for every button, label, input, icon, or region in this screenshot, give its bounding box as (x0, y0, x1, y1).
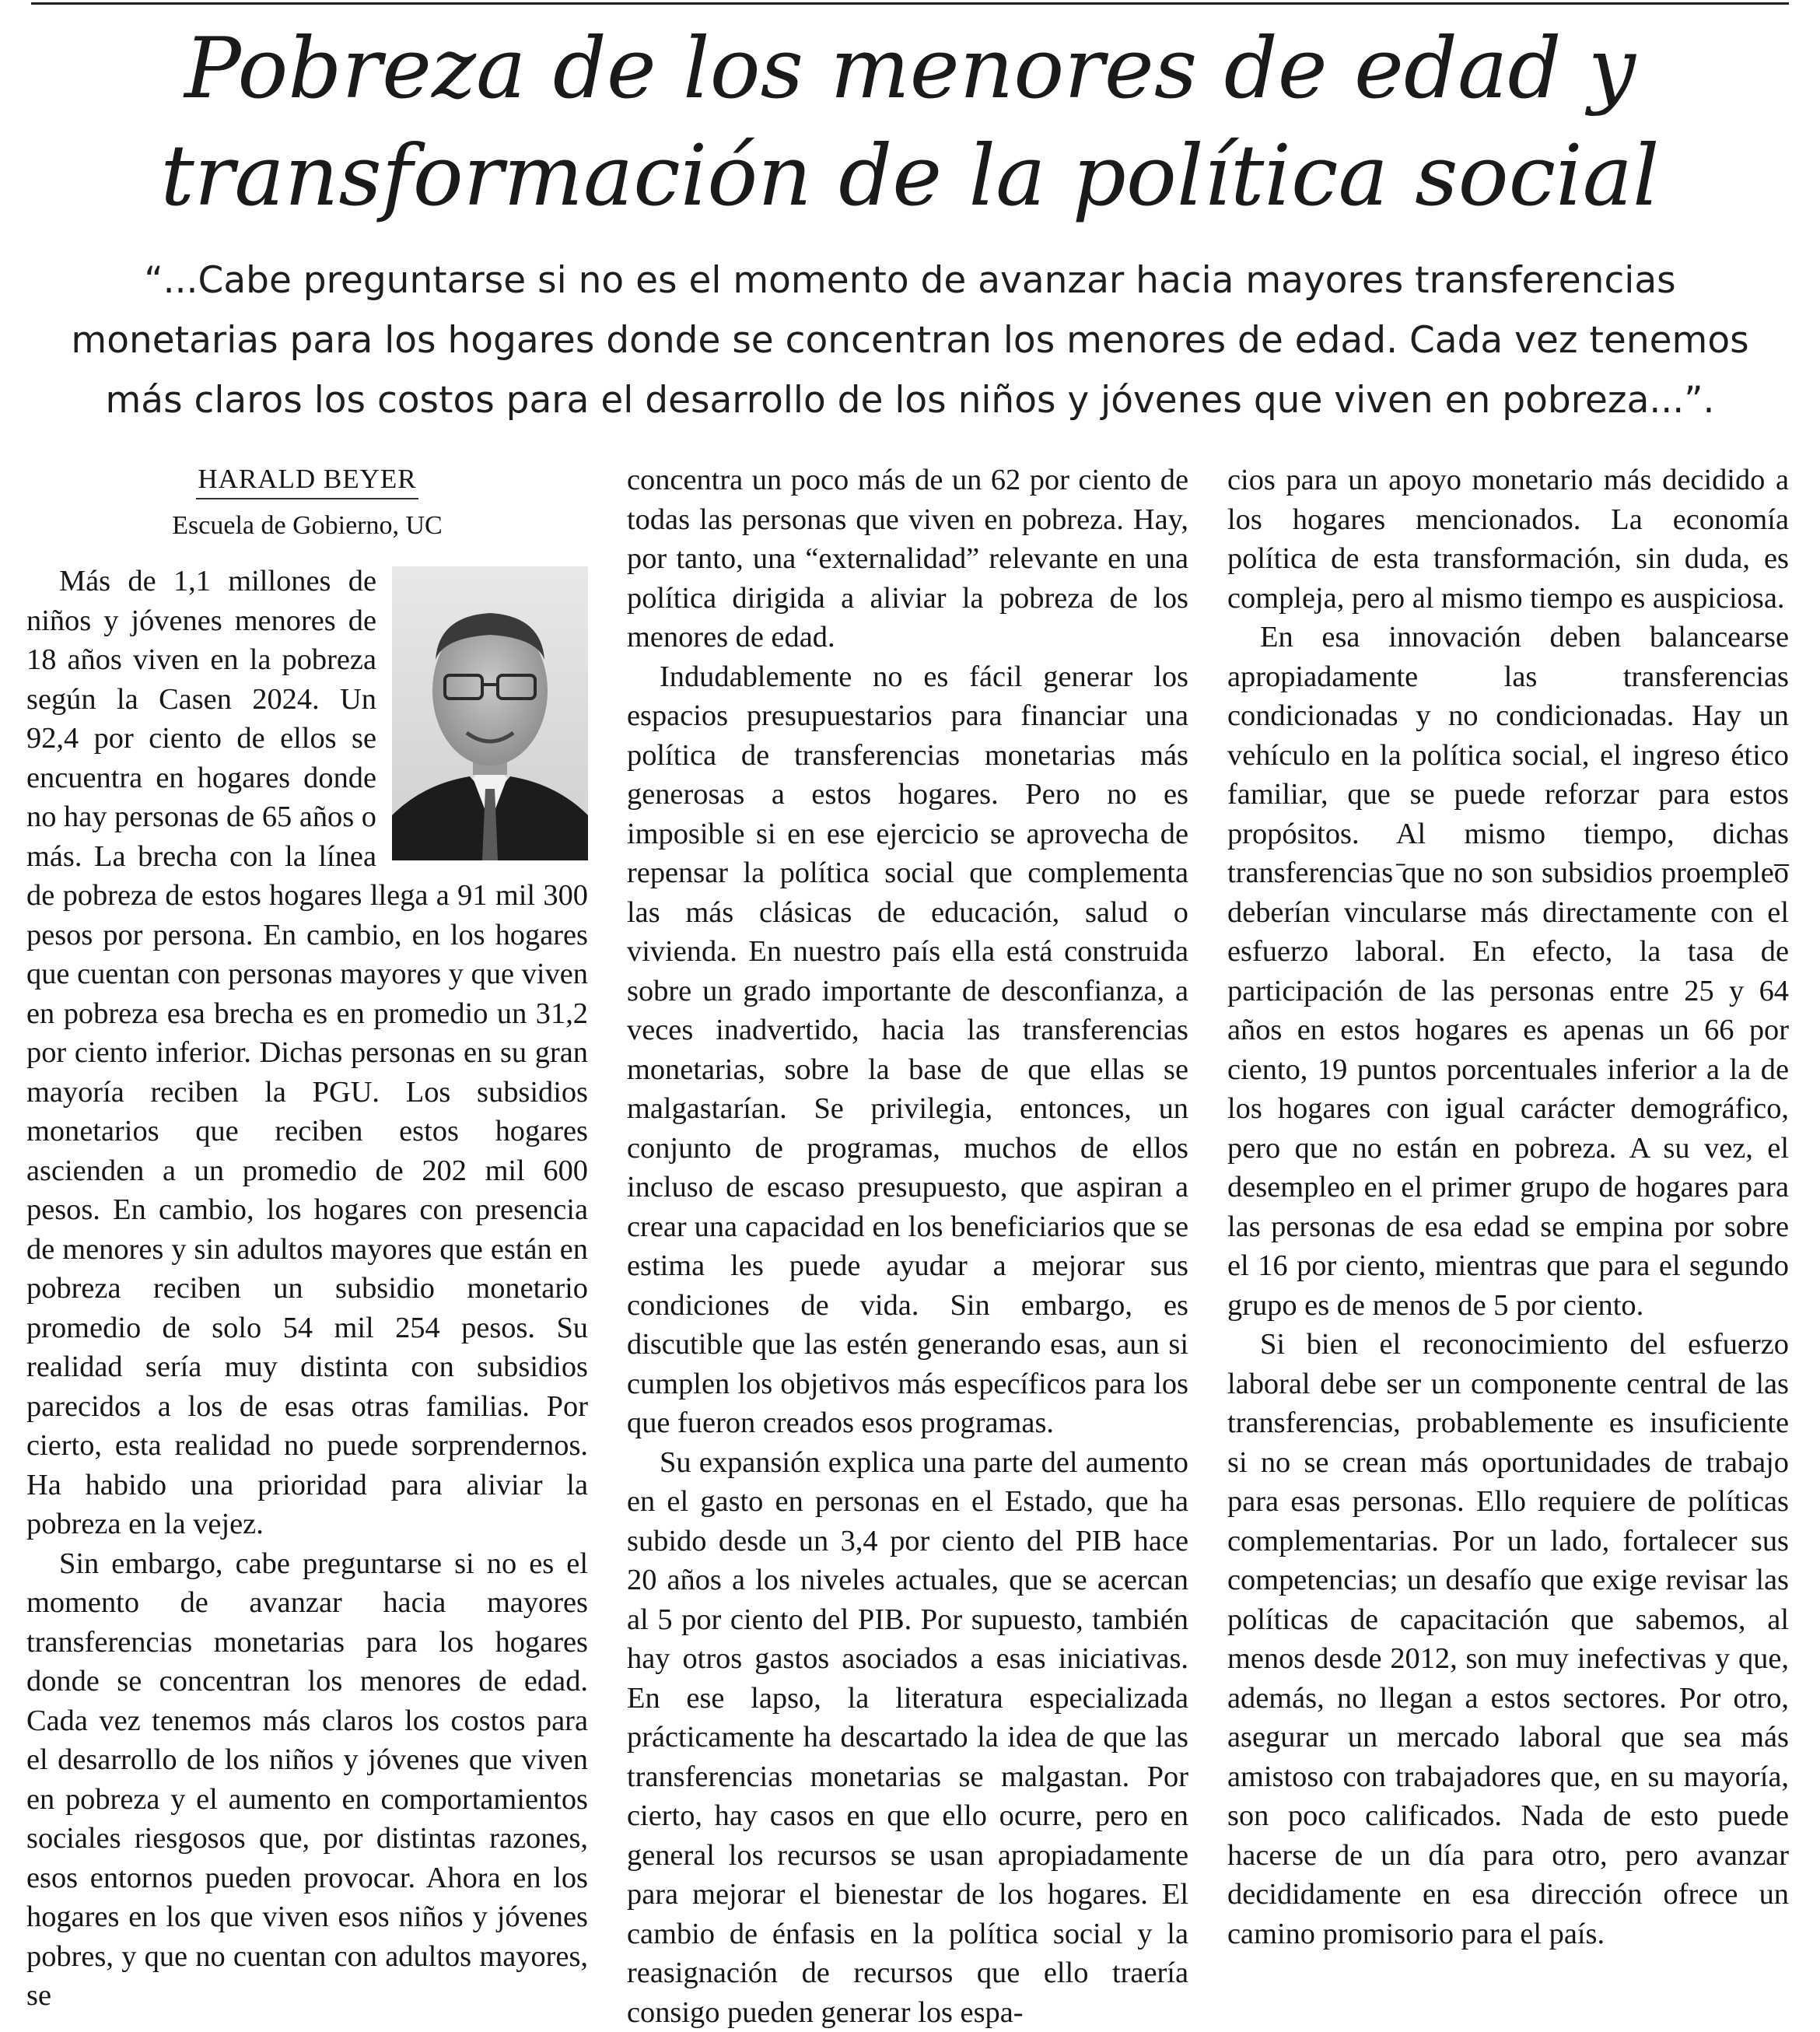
paragraph: Si bien el reconocimiento del esfuerzo laboral debe ser un componente central de las transferencias, probablemente es insuficiente si no se crean más oportunidades de trabajo para esas personas. Ello requiere de políticas complementarias. Por un lado, fortalecer sus competencias; un desafío que exige revisar las políticas de capacitación que sabemos, al menos desde 2012, son muy inefectivas y que, además, no llegan a estos sectores. Por otro, asegurar un mercado laboral que sea más amistoso con trabajadores que, en su mayoría, son poco calificados. Nada de esto puede hacerse de un día para otro, pero avanzar decididamente en esa dirección ofrece un camino promisorio para el país. (1227, 1325, 1789, 1953)
paragraph: concentra un poco más de un 62 por ciento de todas las personas que viven en pobreza. Hay, por tanto, una “externalidad” relevante en una política dirigida a aliviar la pobreza de los menores de edad. (627, 461, 1188, 657)
author-portrait-image (392, 566, 588, 860)
paragraph: Sin embargo, cabe preguntarse si no es el momento de avanzar hacia mayores transferencias monetarias para los hogares donde se concentran los menores de edad. Cada vez tenemos más claros los costos para el desarrollo de los niños y jóvenes que viven en pobreza y el aumento en comportamientos sociales riesgosos que, por distintas razones, esos entornos pueden provocar. Ahora en los hogares en los que viven esos niños y jóvenes pobres, y que no cuentan con adultos mayores, se (26, 1544, 588, 2016)
top-rule (31, 2, 1789, 5)
paragraph: cios para un apoyo monetario más decidido a los hogares mencionados. La economía política de esta transformación, sin duda, es compleja, pero al mismo tiempo es auspiciosa. (1227, 461, 1789, 618)
column-2 (627, 461, 1188, 2032)
paragraph: En esa innovación deben balancearse apropiadamente las transferencias condicionadas y no condicionadas. Hay un vehículo en la política social, el ingreso ético familiar, que se puede reforzar para estos propósitos. Al mismo tiempo, dichas transferencias ̄que no son subsidios proempleo̅ deberían vincularse más directamente con el esfuerzo laboral. En efecto, la tasa de participación de las personas entre 25 y 64 años en estos hogares es apenas un 66 por ciento, 19 puntos porcentuales inferior a la de los hogares con igual carácter demográfico, pero que no están en pobreza. A su vez, el desempleo en el primer grupo de hogares para las personas de esa edad se empina por sobre el 16 por ciento, mientras que para el segundo grupo es de menos de 5 por ciento. (1227, 618, 1789, 1325)
byline (26, 459, 588, 543)
pull-quote: “...Cabe preguntarse si no es el momento de avanzar hacia mayores transferencias monetarias para los hogares donde se concentran los menores de edad. Cada vez tenemos más claros los costos para el desarrollo de los niños y jóvenes que viven en pobreza...”. (47, 250, 1773, 430)
author-affiliation: Escuela de Gobierno, UC (26, 509, 588, 543)
paragraph: Más de 1,1 millones de niños y jóvenes menores de 18 años viven en la pobreza según la Casen 2024. Un 92,4 por ciento de ellos se encuentra en hogares donde no hay personas de 65 años o más. La brecha con la línea de pobreza de estos hogares llega a 91 mil 300 pesos por persona. En cambio, en los hogares que cuentan con personas mayores y que viven en pobreza esa brecha es en promedio un 31,2 por ciento inferior. Dichas personas en su gran mayoría reciben la PGU. Los subsidios monetarios que reciben estos hogares ascienden a un promedio de 202 mil 600 pesos. En cambio, los hogares con presencia de menores y sin adultos mayores que están en pobreza reciben un subsidio monetario promedio de solo 54 mil 254 pesos. Su realidad sería muy distinta con subsidios parecidos a los de esas otras familias. Por cierto, esta realidad no puede sorprendernos. Ha habido una prioridad para aliviar la pobreza en la vejez. (26, 562, 588, 1544)
column-3 (1227, 461, 1789, 1953)
author-name: HARALD BEYER (196, 462, 418, 499)
column-1 (26, 459, 588, 2016)
headline: Pobreza de los menores de edad y transformación de la política social (47, 16, 1773, 230)
author-photo (392, 566, 588, 860)
paragraph: Su expansión explica una parte del aumento en el gasto en personas en el Estado, que ha subido desde un 3,4 por ciento del PIB hace 20 años a los niveles actuales, que se acercan al 5 por ciento del PIB. Por supuesto, también hay otros gastos asociados a esas iniciativas. En ese lapso, la literatura especializada prácticamente ha descartado la idea de que las transferencias monetarias se malgastan. Por cierto, hay casos en que ello ocurre, pero en general los recursos se usan apropiadamente para mejorar el bienestar de los hogares. El cambio de énfasis en la política social y la reasignación de recursos que ello traería consigo pueden generar los espa- (627, 1443, 1188, 2032)
paragraph: Indudablemente no es fácil generar los espacios presupuestarios para financiar una política de transferencias monetarias más generosas a estos hogares. Pero no es imposible si en ese ejercicio se aprovecha de repensar la política social que complementa las más clásicas de educación, salud o vivienda. En nuestro país ella está construida sobre un grado importante de desconfianza, a veces inadvertido, hacia las transferencias monetarias, sobre la base de que ellas se malgastarían. Se privilegia, entonces, un conjunto de programas, muchos de ellos incluso de escaso presupuesto, que aspiran a crear una capacidad en los beneficiarios que se estima les puede ayudar a mejorar sus condiciones de vida. Sin embargo, es discutible que las estén generando esas, aun si cumplen los objetivos más específicos para los que fueron creados esos programas. (627, 657, 1188, 1443)
